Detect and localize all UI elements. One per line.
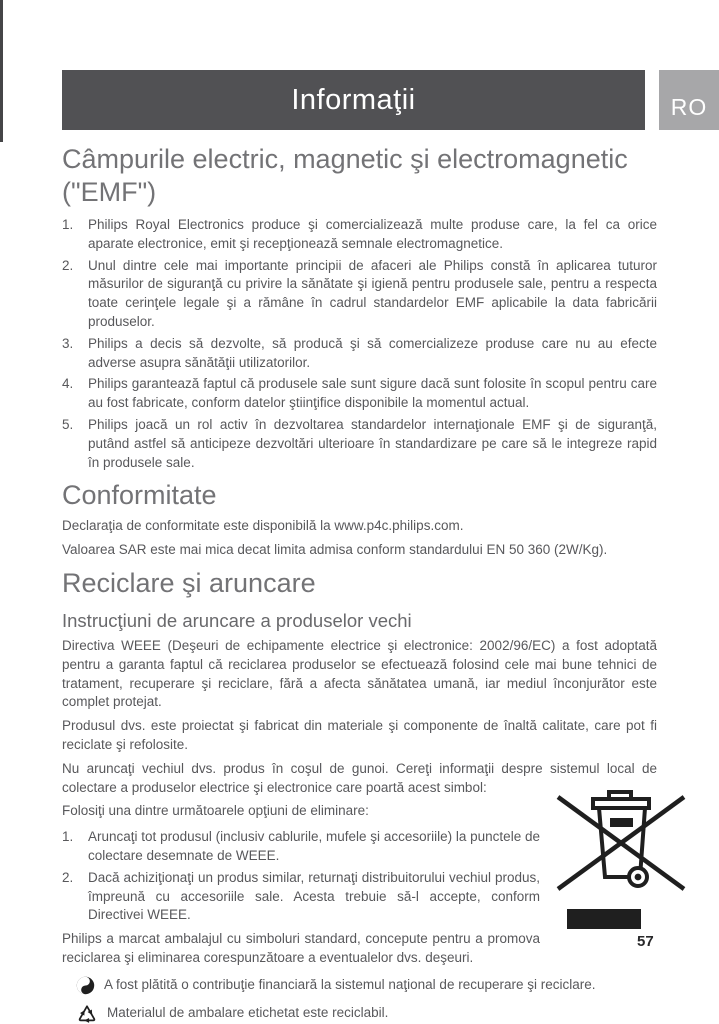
- recycling-subsection-title: Instrucţiuni de aruncare a produselor vechi: [62, 609, 412, 631]
- list-item-number: 2.: [62, 869, 74, 885]
- weee-black-bar: [567, 909, 641, 929]
- page-title: Informaţii: [291, 83, 416, 116]
- page-header: [62, 70, 719, 130]
- symbol-note-text: Materialul de ambalare etichetat este reciclabil.: [107, 1005, 389, 1021]
- recycling-paragraph: Directiva WEEE (Deşeuri de echipamente electrice şi electronice: 2002/96/EC) a fost adoptată pentru a garanta faptul că reciclarea produselor se efectuează folosind cele mai bune tehnici de tratament, recuperare şi reciclare, fără a afecta sănătatea umană, iar mediul înconjurător este complet protejat.: [62, 637, 657, 710]
- recycling-paragraph: Folosiţi una dintre următoarele opţiuni de eliminare:: [62, 803, 369, 819]
- list-item: [62, 375, 657, 413]
- symbol-note: [76, 1003, 657, 1024]
- recycle-icon: [76, 1003, 98, 1024]
- list-item-number: 3.: [62, 335, 74, 351]
- list-item-number: 1.: [62, 829, 74, 845]
- list-item-text: Philips joacă un rol activ în dezvoltarea standardelor internaţionale EMF şi de siguranţă, putând astfel să anticipeze dezvoltări ulterioare în standardizare pe care să le integreze rapid în produsele sale.: [88, 416, 657, 470]
- recycling-section-title: Reciclare şi aruncare: [62, 567, 316, 598]
- list-item: [62, 257, 657, 332]
- symbol-note-text: A fost plătită o contribuţie financiară la sistemul naţional de recuperare şi reciclare.: [104, 976, 596, 992]
- green-dot-icon: [76, 976, 95, 995]
- recycling-paragraph: Produsul dvs. este proiectat şi fabricat din materiale şi componente de înaltă calitate, care pot fi reciclate şi refolosite.: [62, 718, 657, 752]
- list-item-text: Philips a decis să dezvolte, să producă şi să comercializeze produse care nu au efecte adverse asupra sănătăţii utilizatorilor.: [88, 335, 657, 370]
- list-item-number: 2.: [62, 257, 74, 273]
- language-tab-label: RO: [670, 94, 708, 120]
- list-item-number: 1.: [62, 217, 74, 232]
- symbol-note: [76, 976, 657, 995]
- conformity-paragraph: Valoarea SAR este mai mica decat limita admisa conform standardului EN 50 360 (2W/Kg).: [62, 542, 608, 558]
- list-item-text: Dacă achiziţionaţi un produs similar, returnaţi distribuitorului vechiul produs, împreună cu accesoriile sale. Acesta trebuie să-l accepte, conform Directivei WEEE.: [88, 869, 540, 923]
- page-number: 57: [637, 933, 654, 950]
- emf-section-title: [62, 143, 657, 209]
- weee-symbol-block: [554, 789, 688, 929]
- section-header-bar: [62, 70, 645, 130]
- page-edge-artifact: [0, 0, 3, 142]
- list-item: [62, 335, 657, 373]
- list-item-text: Unul dintre cele mai importante principii de afaceri ale Philips constă în aplicarea tuturor măsurilor de siguranţă cu privire la sănătate şi igienă pentru produsele sale, pentru a respecta toate cerinţele legale şi a rămâne în cadrul standardelor EMF aplicabile la data fabricării produselor.: [88, 257, 657, 329]
- emf-title-line1: Câmpurile electric, magnetic şi electromagnetic: [62, 144, 628, 174]
- emf-title-line2: ("EMF"): [62, 177, 157, 207]
- emf-list: [62, 216, 657, 472]
- conformity-section-title: Conformitate: [62, 480, 217, 511]
- list-item-text: Philips garantează faptul că produsele sale sunt sigure dacă sunt folosite în scopul pentru care au fost fabricate, conform datelor ştiinţifice disponibile la momentul actual.: [88, 376, 657, 411]
- list-item-number: 5.: [62, 416, 74, 432]
- packaging-paragraph: Philips a marcat ambalajul cu simboluri standard, concepute pentru a promova reciclarea şi eliminarea corespunzătoare a eventualelor dvs. deşeuri.: [62, 931, 540, 965]
- list-item: [62, 416, 657, 472]
- weee-crossed-bin-icon: [554, 789, 688, 893]
- list-item-number: 4.: [62, 376, 74, 392]
- list-item-text: Philips Royal Electronics produce şi comercializează multe produse care, la fel ca orice aparate electronice, emit şi recepţionează semnale electromagnetice.: [88, 217, 657, 251]
- recycling-paragraph: Nu aruncaţi vechiul dvs. produs în coşul de gunoi. Cereţi informaţii despre sistemul local de colectare a produselor electrice şi electronice care poartă acest simbol:: [62, 760, 657, 795]
- list-item-text: Aruncaţi tot produsul (inclusiv cablurile, mufele şi accesoriile) la punctele de colectare desemnate de WEEE.: [88, 829, 540, 863]
- conformity-paragraph: Declaraţia de conformitate este disponibilă la www.p4c.philips.com.: [62, 518, 464, 534]
- language-tab: [659, 70, 719, 130]
- list-item: [62, 216, 657, 254]
